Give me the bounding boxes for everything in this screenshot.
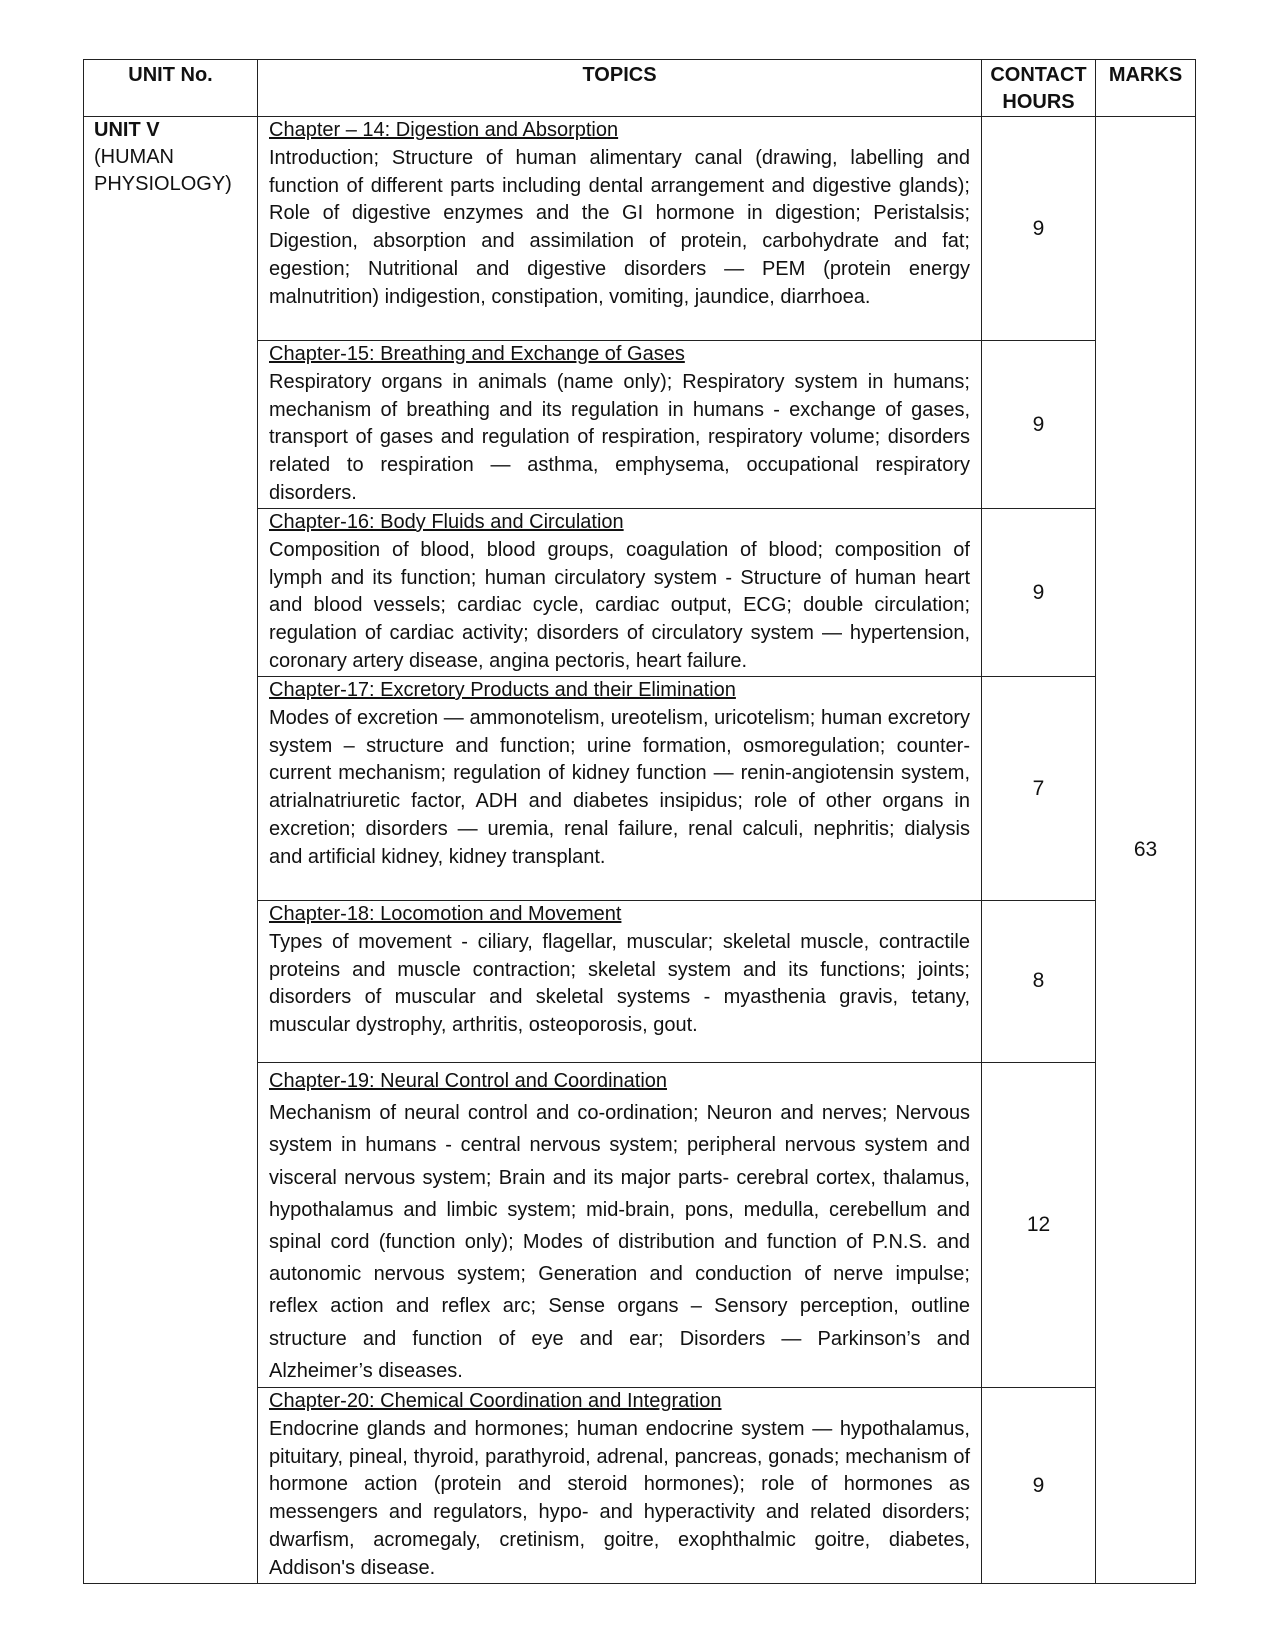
topic-cell xyxy=(258,341,982,509)
contact-hours-cell: 9 xyxy=(982,1388,1096,1584)
topic-cell xyxy=(258,1388,982,1584)
chapter-description: Modes of excretion — ammonotelism, ureotelism, uricotelism; human excretory system – structure and function; urine formation, osmoregulation; counter-current mechanism; regulation of kidney function — renin-angiotensin system, atrialnatriuretic factor, ADH and diabetes insipidus; role of other organs in excretion; disorders — uremia, renal failure, renal calculi, nephritis; dialysis and artificial kidney, kidney transplant. xyxy=(269,706,970,868)
contact-hours-cell: 7 xyxy=(982,677,1096,901)
chapter-description: Mechanism of neural control and co-ordination; Neuron and nerves; Nervous system in humans - central nervous system; peripheral nervous system and visceral nervous system; Brain and its major parts- cerebral cortex, thalamus, hypothalamus and limbic system; mid-brain, pons, medulla, cerebellum and spinal cord (function only); Modes of distribution and function of P.N.S. and autonomic nervous system; Generation and conduction of nerve impulse; reflex action and reflex arc; Sense organs – Sensory perception, outline structure and function of eye and ear; Disorders — Parkinson’s and Alzheimer’s diseases. xyxy=(269,1102,970,1382)
header-unit-no: UNIT No. xyxy=(84,60,258,117)
chapter-description: Composition of blood, blood groups, coagulation of blood; composition of lymph and its function; human circulatory system - Structure of human heart and blood vessels; cardiac cycle, cardiac output, ECG; double circulation; regulation of cardiac activity; disorders of circulatory system — hypertension, coronary artery disease, angina pectoris, heart failure. xyxy=(269,538,970,672)
header-marks: MARKS xyxy=(1096,60,1196,117)
chapter-title: Chapter-19: Neural Control and Coordination xyxy=(269,1069,668,1092)
header-topics: TOPICS xyxy=(258,60,982,117)
contact-hours-cell: 9 xyxy=(982,341,1096,509)
chapter-title: Chapter-15: Breathing and Exchange of Gases xyxy=(269,343,685,365)
topic-cell xyxy=(258,1062,982,1387)
contact-hours-cell: 8 xyxy=(982,901,1096,1063)
chapter-title: Chapter-18: Locomotion and Movement xyxy=(269,903,622,925)
topic-cell xyxy=(258,677,982,901)
topic-cell xyxy=(258,509,982,677)
contact-hours-cell: 9 xyxy=(982,509,1096,677)
chapter-description: Respiratory organs in animals (name only); Respiratory system in humans; mechanism of breathing and its regulation in humans - exchange of gases, transport of gases and regulation of respiration, respiratory volume; disorders related to respiration — asthma, emphysema, occupational respiratory disorders. xyxy=(269,370,970,504)
chapter-title: Chapter – 14: Digestion and Absorption xyxy=(269,119,619,141)
unit-name: (HUMAN PHYSIOLOGY) xyxy=(94,146,232,195)
chapter-title: Chapter-17: Excretory Products and their Elimination xyxy=(269,679,736,701)
chapter-title: Chapter-16: Body Fluids and Circulation xyxy=(269,511,624,533)
topic-cell xyxy=(258,117,982,341)
table-header-row xyxy=(84,60,1196,117)
topic-cell xyxy=(258,901,982,1063)
chapter-description: Endocrine glands and hormones; human endocrine system — hypothalamus, pituitary, pineal, thyroid, parathyroid, adrenal, pancreas, gonads; mechanism of hormone action (protein and steroid hormones); role of hormones as messengers and regulators, hypo- and hyperactivity and related disorders; dwarfism, acromegaly, cretinism, goitre, exophthalmic goitre, diabetes, Addison's disease. xyxy=(269,1417,970,1579)
contact-hours-cell: 9 xyxy=(982,117,1096,341)
unit-number: UNIT V xyxy=(94,119,160,141)
contact-hours-cell: 12 xyxy=(982,1062,1096,1387)
chapter-title: Chapter-20: Chemical Coordination and Integration xyxy=(269,1390,722,1413)
table-row xyxy=(84,117,1196,341)
syllabus-table xyxy=(83,59,1196,1584)
chapter-description: Introduction; Structure of human alimentary canal (drawing, labelling and function of different parts including dental arrangement and digestive glands); Role of digestive enzymes and the GI hormone in digestion; Peristalsis; Digestion, absorption and assimilation of protein, carbohydrate and fat; egestion; Nutritional and digestive disorders — PEM (protein energy malnutrition) indigestion, constipation, vomiting, jaundice, diarrhoea. xyxy=(269,146,970,308)
chapter-description: Types of movement - ciliary, flagellar, muscular; skeletal muscle, contractile proteins and muscle contraction; skeletal system and its functions; joints; disorders of muscular and skeletal systems - myasthenia gravis, tetany, muscular dystrophy, arthritis, osteoporosis, gout. xyxy=(269,930,970,1037)
unit-cell xyxy=(84,117,258,1584)
header-contact-hours: CONTACT HOURS xyxy=(982,60,1096,117)
marks-cell: 63 xyxy=(1096,117,1196,1584)
